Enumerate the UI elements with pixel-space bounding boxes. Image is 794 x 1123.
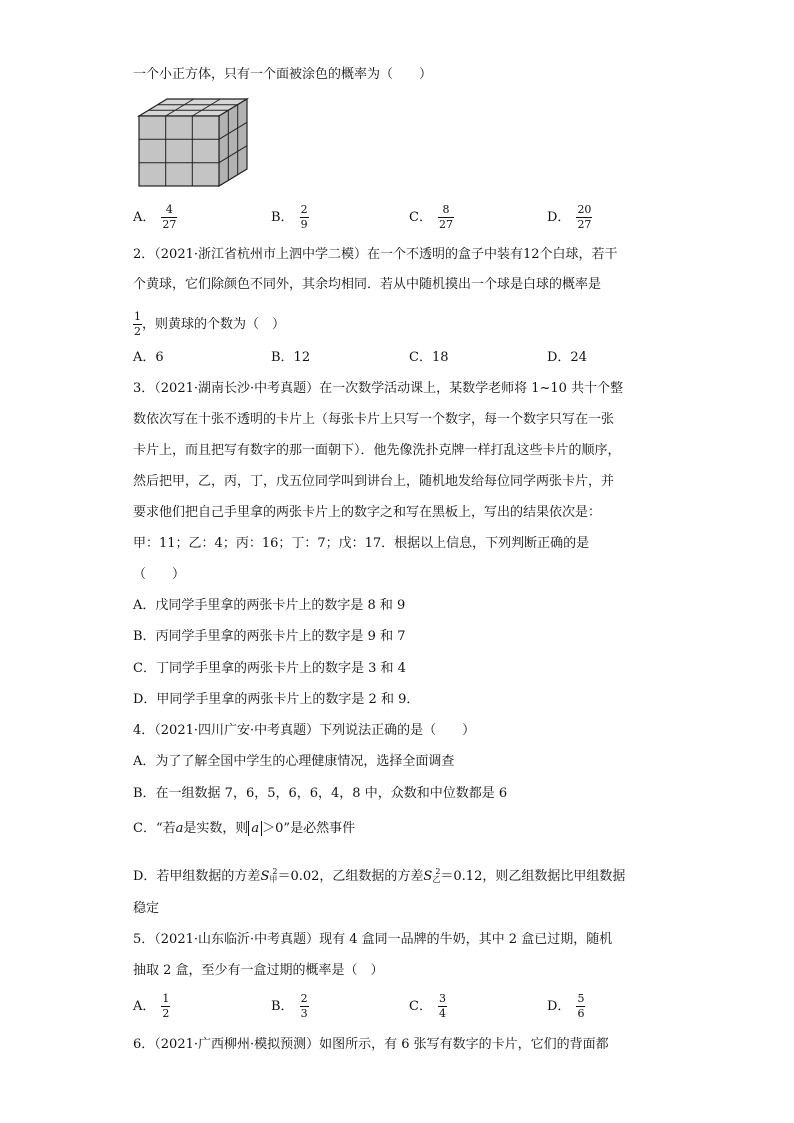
q1-option-d[interactable]: D． $\frac{20}{27}$	[547, 203, 592, 231]
q4-stem: 4．（2021·四川广安·中考真题）下列说法正确的是（ ）	[133, 723, 476, 738]
fraction: $\frac{8}{27}$	[438, 203, 453, 231]
q1-option-b[interactable]: B． $\frac{2}{9}$	[271, 203, 308, 231]
q5-option-c[interactable]: C． $\frac{3}{4}$	[409, 992, 446, 1020]
q4-option-d-continued: 稳定	[133, 901, 160, 916]
fraction: $\frac{3}{4}$	[438, 992, 446, 1020]
q4-option-d[interactable]: D．若甲组数据的方差$S_甲^2=0.02$，乙组数据的方差$S_乙^2=0.12$，则乙组数据比甲组数据	[133, 867, 626, 884]
q5-option-a[interactable]: A． $\frac{1}{2}$	[133, 992, 170, 1020]
q2-option-b[interactable]: B．12	[271, 350, 311, 365]
fraction: $\frac{20}{27}$	[577, 203, 592, 231]
absolute-value: a	[248, 821, 262, 836]
fraction: $\frac{1}{2}$	[134, 310, 141, 338]
q5-line-2: 抽取 2 盒，至少有一盒过期的概率是（ ）	[133, 963, 384, 978]
q2-line-1: 2．（2021·浙江省杭州市上泗中学二模）在一个不透明的盒子中装有12个白球，若干	[133, 247, 618, 262]
q3-option-d[interactable]: D．甲同学手里拿的两张卡片上的数字是 2 和 9．	[133, 692, 420, 707]
fraction: $\frac{5}{6}$	[577, 992, 585, 1020]
cube-figure	[137, 97, 249, 189]
q1-option-a[interactable]: A． $\frac{4}{27}$	[133, 203, 177, 231]
q5-option-b[interactable]: B． $\frac{2}{3}$	[271, 992, 308, 1020]
fraction: $\frac{4}{27}$	[162, 203, 177, 231]
q5-line-1: 5．（2021·山东临沂·中考真题）现有 4 盒同一品牌的牛奶，其中 2 盒已过期，随机	[133, 932, 613, 947]
fraction: $\frac{1}{2}$	[162, 992, 170, 1020]
q2-option-d[interactable]: D．24	[547, 350, 587, 365]
q2-line-2: 个黄球，它们除颜色不同外，其余均相同．若从中随机摸出一个球是白球的概率是	[133, 277, 602, 292]
q2-option-a[interactable]: A．6	[133, 350, 164, 365]
q4-option-b[interactable]: B．在一组数据 7，6，5，6，6，4，8 中，众数和中位数都是 6	[133, 786, 508, 801]
q1-stem: 一个小正方体，只有一个面被涂色的概率为（ ）	[133, 67, 433, 82]
q5-option-d[interactable]: D． $\frac{5}{6}$	[547, 992, 585, 1020]
q4-option-c[interactable]: C．“若a是实数，则 a ＞0”是必然事件	[133, 821, 356, 836]
q4-option-a[interactable]: A．为了了解全国中学生的心理健康情况，选择全面调查	[133, 754, 455, 769]
q1-option-c[interactable]: C． $\frac{8}{27}$	[409, 203, 453, 231]
q3-line-2: 数依次写在十张不透明的卡片上（每张卡片上只写一个数字，每一个数字只写在一张	[133, 412, 615, 427]
q3-option-a[interactable]: A．戊同学手里拿的两张卡片上的数字是 8 和 9	[133, 598, 406, 613]
q3-line-7: （ ）	[133, 567, 186, 582]
q2-option-c[interactable]: C．18	[409, 350, 449, 365]
q3-option-b[interactable]: B．丙同学手里拿的两张卡片上的数字是 9 和 7	[133, 629, 406, 644]
q6-line-1: 6．（2021·广西柳州·模拟预测）如图所示，有 6 张写有数字的卡片，它们的背面都	[133, 1037, 609, 1052]
q3-line-4: 然后把甲，乙，丙，丁，戊五位同学叫到讲台上，随机地发给每位同学两张卡片，并	[133, 474, 615, 489]
q3-line-1: 3．（2021·湖南长沙·中考真题）在一次数学活动课上，某数学老师将 1~10 共十个整	[133, 381, 624, 396]
q2-line-3: $\frac{1}{2}$ ，则黄球的个数为（ ）	[134, 310, 286, 338]
q3-line-6: 甲：11；乙：4；丙：16；丁：7；戊：17．根据以上信息，下列判断正确的是	[133, 536, 590, 551]
q3-option-c[interactable]: C．丁同学手里拿的两张卡片上的数字是 3 和 4	[133, 661, 406, 676]
fraction: $\frac{2}{9}$	[300, 203, 308, 231]
q3-line-3: 卡片上，而且把写有数字的那一面朝下）．他先像洗扑克牌一样打乱这些卡片的顺序，	[133, 443, 621, 458]
q3-line-5: 要求他们把自己手里拿的两张卡片上的数字之和写在黑板上，写出的结果依次是：	[133, 505, 602, 520]
fraction: $\frac{2}{3}$	[300, 992, 308, 1020]
